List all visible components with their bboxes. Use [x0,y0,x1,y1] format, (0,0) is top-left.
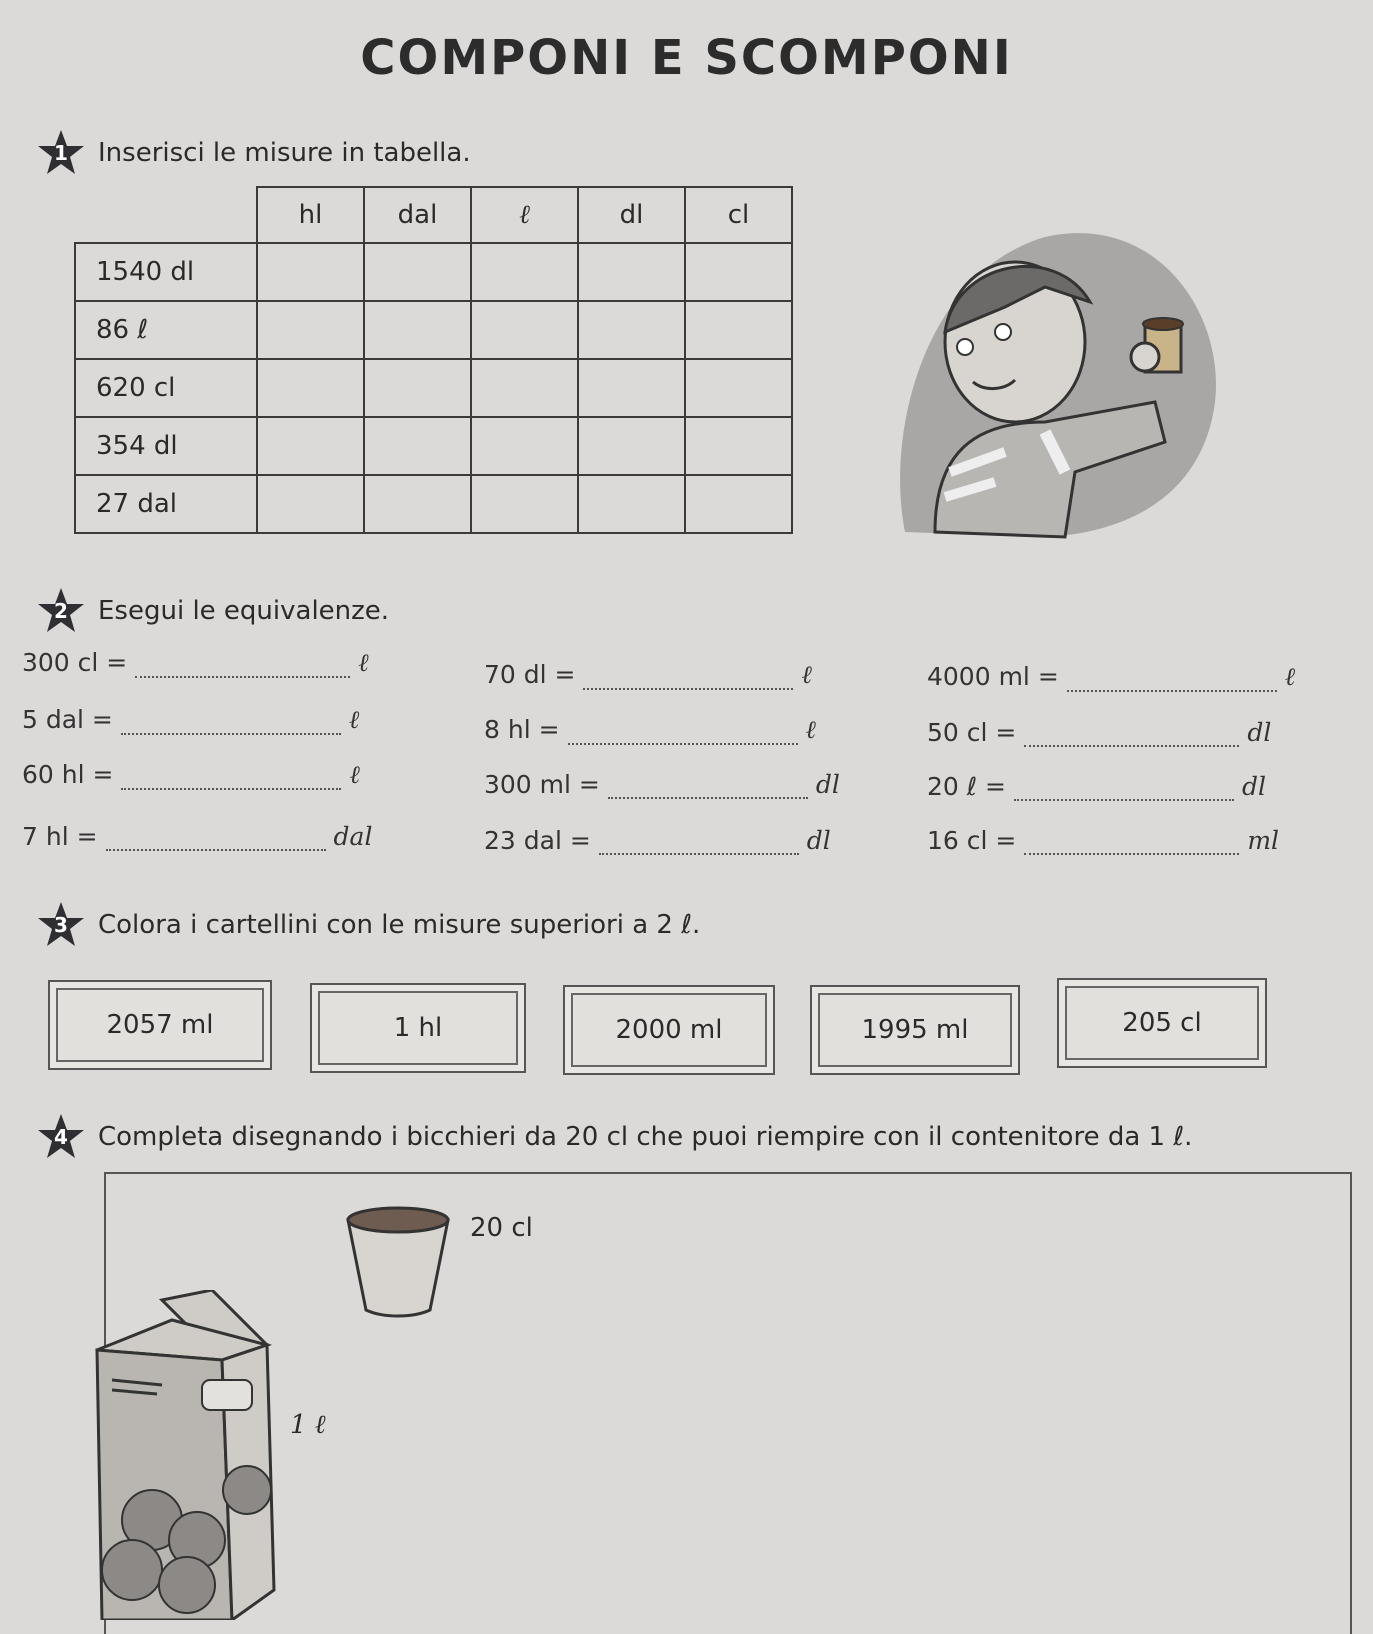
equivalence-item: 5 dal = ℓ [22,705,360,734]
exercise-1-instruction: Inserisci le misure in tabella. [98,138,471,168]
row-label: 86 ℓ [75,301,257,359]
equivalence-item: 70 dl = ℓ [484,660,812,689]
star-number-icon: 1 [36,128,86,178]
star-number-icon: 3 [36,900,86,950]
boy-drinking-illustration [895,232,1225,542]
table-cell[interactable] [471,301,578,359]
measure-card[interactable]: 205 cl [1057,978,1267,1068]
equivalence-item: 20 ℓ = dl [927,772,1266,801]
equivalence-item: 300 ml = dl [484,770,840,799]
table-cell[interactable] [257,475,364,533]
table-row [75,359,792,417]
table-cell[interactable] [578,359,685,417]
table-cell[interactable] [364,475,471,533]
table-cell[interactable] [685,301,792,359]
header-hl: hl [257,187,364,243]
carton-label: 1 ℓ [290,1410,326,1440]
equivalence-item: 16 cl = ml [927,826,1280,855]
cup-icon [338,1200,458,1320]
answer-blank[interactable] [106,831,326,851]
equivalence-item: 50 cl = dl [927,718,1272,747]
table-cell[interactable] [257,417,364,475]
header-cl: cl [685,187,792,243]
table-cell[interactable] [471,359,578,417]
cup-label: 20 cl [470,1213,533,1243]
exercise-1-heading [36,128,471,178]
equivalence-item: 23 dal = dl [484,826,831,855]
answer-blank[interactable] [1014,781,1234,801]
table-cell[interactable] [364,243,471,301]
table-cell[interactable] [685,243,792,301]
measure-card[interactable]: 1 hl [310,983,526,1073]
milk-carton-icon [92,1290,292,1620]
answer-blank[interactable] [568,725,798,745]
answer-blank[interactable] [1067,672,1277,692]
table-row [75,301,792,359]
equivalence-item: 300 cl = ℓ [22,648,369,677]
star-number-icon: 2 [36,586,86,636]
answer-blank[interactable] [583,670,793,690]
answer-blank[interactable] [121,715,341,735]
star-number-icon: 4 [36,1112,86,1162]
table-cell[interactable] [471,417,578,475]
answer-blank[interactable] [608,779,808,799]
measure-card[interactable]: 2000 ml [563,985,775,1075]
exercise-4-heading [36,1112,1192,1162]
header-dal: dal [364,187,471,243]
answer-blank[interactable] [1024,835,1239,855]
page-title: COMPONI E SCOMPONI [360,30,1013,86]
exercise-4-instruction: Completa disegnando i bicchieri da 20 cl che puoi riempire con il contenitore da 1 ℓ. [98,1122,1193,1152]
equivalence-item: 60 hl = ℓ [22,760,360,789]
answer-blank[interactable] [1024,727,1239,747]
header-l: ℓ [471,187,578,243]
exercise-3-instruction: Colora i cartellini con le misure superiori a 2 ℓ. [98,910,701,940]
table-cell[interactable] [257,301,364,359]
answer-blank[interactable] [135,658,350,678]
table-cell[interactable] [364,359,471,417]
row-label: 1540 dl [75,243,257,301]
table-cell[interactable] [685,359,792,417]
table-cell[interactable] [257,359,364,417]
table-cell[interactable] [471,475,578,533]
row-label: 354 dl [75,417,257,475]
equivalence-item: 7 hl = dal [22,822,373,851]
table-row [75,475,792,533]
header-dl: dl [578,187,685,243]
exercise-3-heading [36,900,700,950]
equivalence-item: 8 hl = ℓ [484,715,816,744]
table-cell[interactable] [364,301,471,359]
measure-table [74,186,793,534]
table-cell[interactable] [578,475,685,533]
measure-card[interactable]: 2057 ml [48,980,272,1070]
table-cell[interactable] [257,243,364,301]
row-label: 27 dal [75,475,257,533]
exercise-2-instruction: Esegui le equivalenze. [98,596,390,626]
table-row [75,243,792,301]
exercise-2-heading [36,586,389,636]
answer-blank[interactable] [599,835,799,855]
table-cell[interactable] [578,301,685,359]
row-label: 620 cl [75,359,257,417]
table-cell[interactable] [364,417,471,475]
measure-card[interactable]: 1995 ml [810,985,1020,1075]
table-cell[interactable] [578,417,685,475]
table-cell[interactable] [471,243,578,301]
answer-blank[interactable] [121,770,341,790]
table-cell[interactable] [685,475,792,533]
table-cell[interactable] [685,417,792,475]
equivalence-item: 4000 ml = ℓ [927,662,1296,691]
table-cell[interactable] [578,243,685,301]
table-row [75,417,792,475]
